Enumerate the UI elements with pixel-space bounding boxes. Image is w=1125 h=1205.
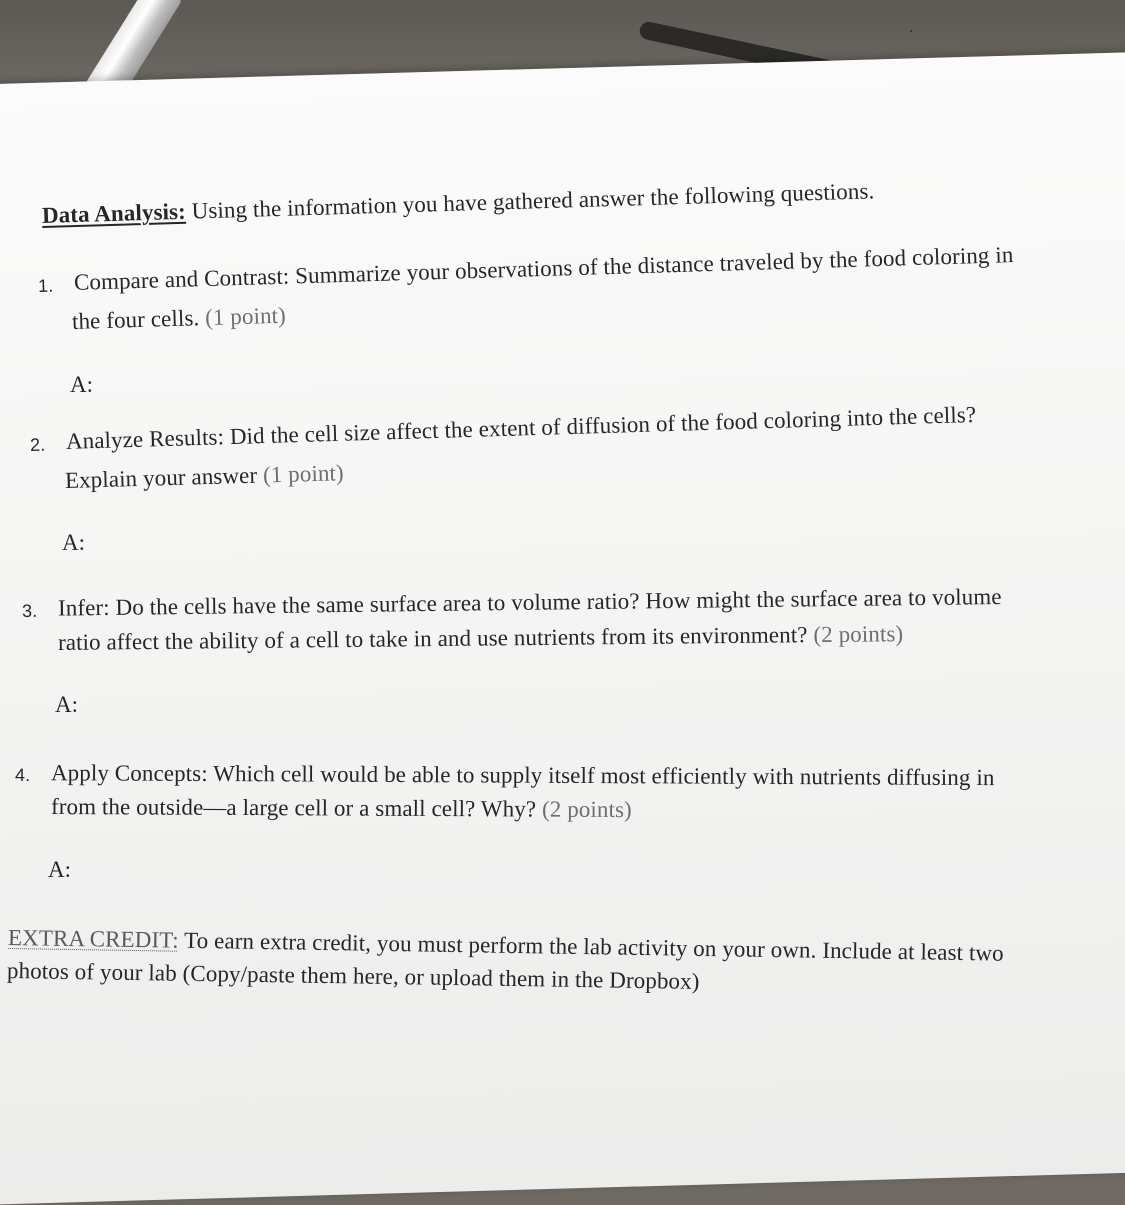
question-3-line1	[22, 584, 1002, 622]
heading-label: Data Analysis:	[41, 198, 187, 228]
extra-credit-label: EXTRA CREDIT:	[7, 925, 179, 953]
question-3-text: Infer: Do the cells have the same surface area to volume ratio? How might the surface area to volume	[57, 584, 1002, 621]
question-4-answer: A:	[48, 857, 71, 882]
question-1-text-cont: the four cells.	[71, 305, 200, 334]
question-4-line1	[15, 760, 995, 791]
question-2-line2	[65, 460, 344, 494]
question-4-points: (2 points)	[541, 796, 632, 823]
question-1-line1	[38, 242, 1014, 297]
heading-text: Using the information you have gathered answer the following questions.	[191, 178, 875, 224]
question-2-points: (1 point)	[262, 460, 345, 488]
question-3-points: (2 points)	[813, 621, 904, 648]
extra-credit-text-cont: photos of your lab (Copy/paste them here, or upload them in the Dropbox)	[6, 958, 700, 994]
extra-credit-text: To earn extra credit, you must perform the lab activity on your own. Include at least two	[183, 927, 1004, 966]
question-2-number: 2.	[29, 434, 46, 455]
question-1-answer: A:	[70, 372, 93, 397]
question-4-line2	[51, 794, 632, 823]
heading-line	[42, 178, 875, 229]
question-1-number: 1.	[37, 275, 54, 296]
question-4-text-cont: from the outside—a large cell or a small cell? Why?	[50, 794, 537, 822]
question-1-points: (1 point)	[204, 302, 287, 331]
question-2-text-cont: Explain your answer	[64, 462, 258, 493]
question-1-line2	[72, 303, 287, 335]
question-3-answer: A:	[55, 692, 78, 717]
question-2-text: Analyze Results: Did the cell size affect the extent of diffusion of the food coloring into the cells?	[65, 401, 977, 454]
question-3-line2	[58, 621, 903, 656]
question-4-text: Apply Concepts: Which cell would be able to supply itself most efficiently with nutrients diffusing in	[50, 760, 995, 791]
question-4-number: 4.	[14, 765, 31, 786]
extra-credit-line2	[7, 958, 700, 995]
question-1-text: Compare and Contrast: Summarize your observations of the distance traveled by the food coloring in	[73, 242, 1014, 295]
question-2-answer: A:	[62, 530, 85, 555]
question-3-text-cont: ratio affect the ability of a cell to take in and use nutrients from its environment?	[57, 622, 808, 655]
question-2-line1	[30, 402, 977, 456]
question-3-number: 3.	[21, 600, 38, 621]
